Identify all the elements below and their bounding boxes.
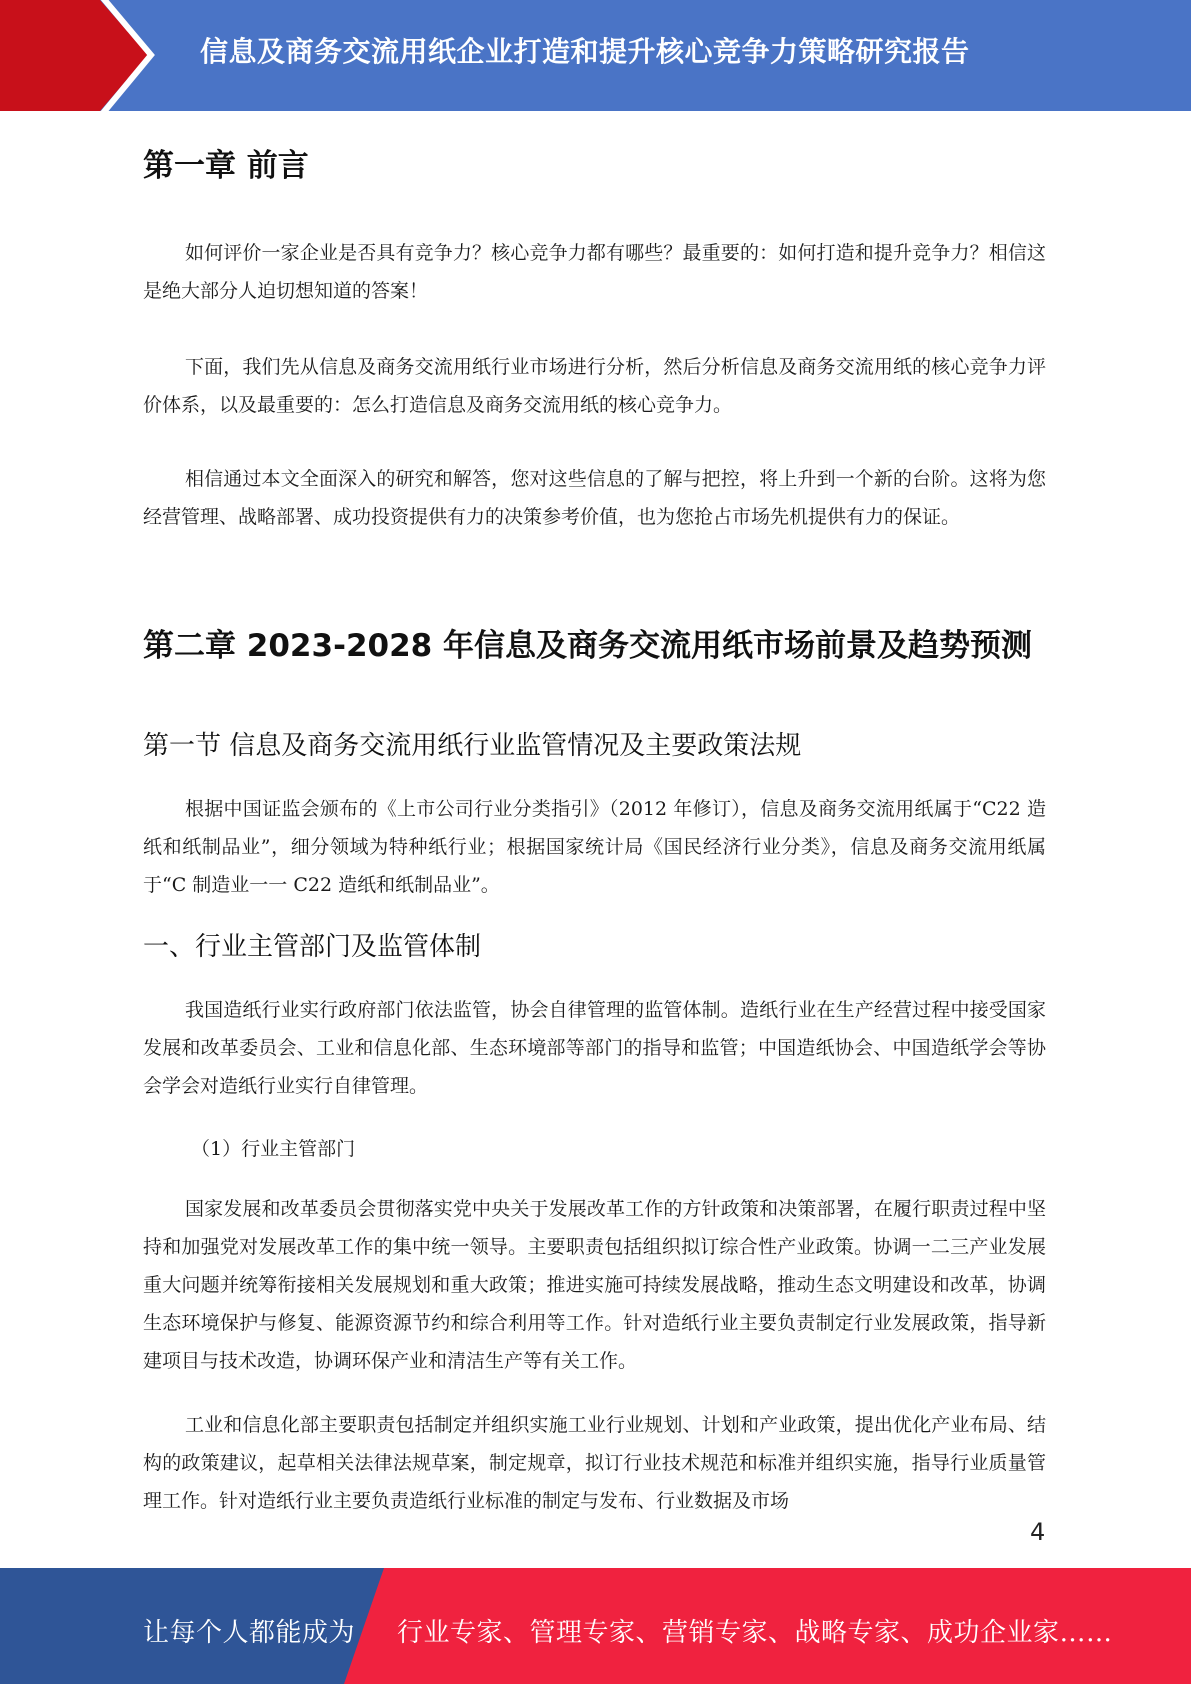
subsection-1-heading: 一、行业主管部门及监管体制 [143,932,482,962]
list-item-label: （1）行业主管部门 [191,1138,356,1160]
page-number: 4 [1030,1518,1046,1546]
header-banner [0,0,1191,111]
chapter-1-paragraph: 下面，我们先从信息及商务交流用纸行业市场进行分析，然后分析信息及商务交流用纸的核心竞争力评价体系，以及最重要的：怎么打造信息及商务交流用纸的核心竞争力。 [143,356,1046,416]
footer-slogan-left: 让每个人都能成为 [143,1618,356,1648]
document-title: 信息及商务交流用纸企业打造和提升核心竞争力策略研究报告 [200,35,970,68]
chapter-1-paragraph: 相信通过本文全面深入的研究和解答，您对这些信息的了解与把控，将上升到一个新的台阶。这将为您经营管理、战略部署、成功投资提供有力的决策参考价值，也为您抢占市场先机提供有力的保证。 [143,468,1046,528]
chapter-1-paragraph: 如何评价一家企业是否具有竞争力？核心竞争力都有哪些？最重要的：如何打造和提升竞争力？相信这是绝大部分人迫切想知道的答案！ [143,242,1046,302]
subsection-1-paragraph: 国家发展和改革委员会贯彻落实党中央关于发展改革工作的方针政策和决策部署，在履行职责过程中坚持和加强党对发展改革工作的集中统一领导。主要职责包括组织拟订综合性产业政策。协调一二三产业发展重大问题并统筹衔接相关发展规划和重大政策；推进实施可持续发展战略，推动生态文明建设和改革，协调生态环境保护与修复、能源资源节约和综合利用等工作。针对造纸行业主要负责制定行业发展政策，指导新建项目与技术改造，协调环保产业和清洁生产等有关工作。 [143,1198,1046,1372]
footer-slogan-right: 行业专家、管理专家、营销专家、战略专家、成功企业家…… [397,1618,1113,1648]
footer-banner [0,1568,1191,1684]
subsection-1-paragraph: 工业和信息化部主要职责包括制定并组织实施工业行业规划、计划和产业政策，提出优化产业布局、结构的政策建议，起草相关法律法规草案，制定规章，拟订行业技术规范和标准并组织实施，指导行业质量管理工作。针对造纸行业主要负责造纸行业标准的制定与发布、行业数据及市场 [143,1414,1046,1512]
section-1-paragraph: 根据中国证监会颁布的《上市公司行业分类指引》（2012 年修订），信息及商务交流用纸属于“C22 造纸和纸制品业”，细分领域为特种纸行业；根据国家统计局《国民经济行业分类》，信息及商务交流用纸属于“C 制造业一一 C22 造纸和纸制品业”。 [143,798,1046,896]
chapter-2-heading: 第二章 2023-2028 年信息及商务交流用纸市场前景及趋势预测 [143,628,1033,664]
section-1-heading: 第一节 信息及商务交流用纸行业监管情况及主要政策法规 [143,731,802,761]
red-arrow-decoration [0,0,160,111]
subsection-1-paragraph: 我国造纸行业实行政府部门依法监管，协会自律管理的监管体制。造纸行业在生产经营过程中接受国家发展和改革委员会、工业和信息化部、生态环境部等部门的指导和监管；中国造纸协会、中国造纸学会等协会学会对造纸行业实行自律管理。 [143,999,1046,1097]
chapter-1-heading: 第一章 前言 [143,148,309,184]
